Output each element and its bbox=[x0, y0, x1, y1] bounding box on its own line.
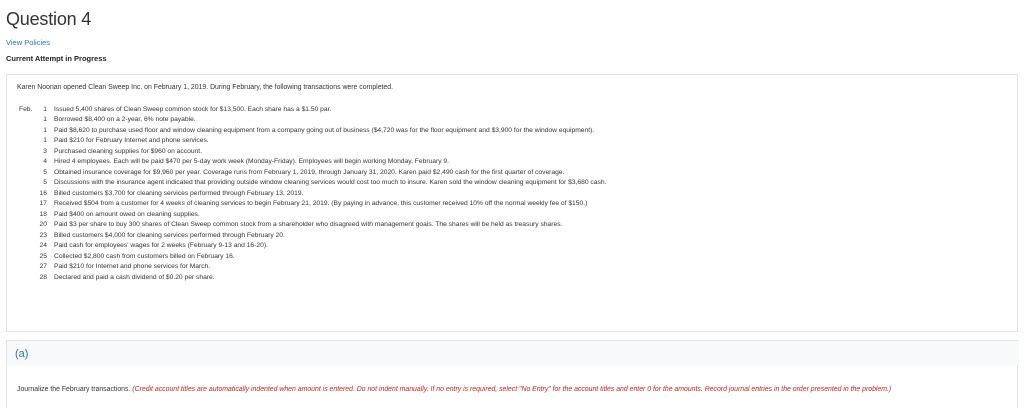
transaction-date bbox=[17, 158, 47, 165]
transaction-date bbox=[17, 232, 47, 239]
transaction-description: Paid $400 on amount owed on cleaning supplies. bbox=[54, 210, 200, 218]
transaction-row bbox=[17, 220, 606, 231]
transaction-date bbox=[17, 253, 47, 260]
transaction-day: 3 bbox=[43, 147, 47, 155]
transaction-row bbox=[17, 146, 606, 157]
question-header bbox=[6, 9, 91, 30]
part-header bbox=[7, 341, 1019, 365]
transaction-row bbox=[17, 188, 606, 199]
transaction-description: Billed customers $3,700 for cleaning services performed through February 13, 2019. bbox=[54, 189, 304, 197]
problem-statement bbox=[6, 74, 1018, 332]
transaction-description: Paid cash for employees' wages for 2 weeks (February 9-13 and 16-20). bbox=[54, 242, 268, 250]
transaction-day: 20 bbox=[39, 221, 47, 229]
transaction-date bbox=[17, 263, 47, 270]
transaction-date bbox=[17, 148, 47, 155]
transaction-row bbox=[17, 230, 606, 241]
part-label: (a) bbox=[15, 348, 29, 360]
transaction-row bbox=[17, 199, 606, 210]
transaction-row bbox=[17, 262, 606, 273]
transaction-row bbox=[17, 178, 606, 189]
transaction-row bbox=[17, 241, 606, 252]
transaction-row bbox=[17, 167, 606, 178]
transaction-row bbox=[17, 125, 606, 136]
transaction-row bbox=[17, 251, 606, 262]
transaction-row bbox=[17, 272, 606, 283]
transaction-day: 24 bbox=[39, 242, 47, 250]
transaction-day: 28 bbox=[39, 273, 47, 281]
transaction-row bbox=[17, 209, 606, 220]
transaction-description: Paid $8,620 to purchase used floor and window cleaning equipment from a company going out of business ($4,720 was for the floor equipment and $3,900 for the window equipment). bbox=[54, 126, 595, 134]
transaction-date bbox=[17, 116, 47, 123]
problem-intro: Karen Noonan opened Clean Sweep Inc. on February 1, 2019. During February, the following transactions were completed. bbox=[17, 84, 394, 91]
transaction-date bbox=[17, 137, 47, 144]
transaction-date bbox=[17, 221, 47, 228]
transaction-description: Paid $210 for February Internet and phone services. bbox=[54, 137, 209, 145]
transaction-date bbox=[17, 127, 47, 134]
transaction-day: 5 bbox=[43, 168, 47, 176]
transaction-day: 25 bbox=[39, 252, 47, 260]
transaction-row bbox=[17, 115, 606, 126]
transaction-date bbox=[17, 200, 47, 207]
transaction-description: Obtained insurance coverage for $9,960 per year. Coverage runs from February 1, 2019, through January 31, 2020. Karen paid $2,490 cash for the first quarter of coverage. bbox=[54, 168, 565, 176]
transaction-description: Paid $3 per share to buy 300 shares of Clean Sweep common stock from a shareholder who disagreed with management goals. The shares will be held as treasury shares. bbox=[54, 221, 563, 229]
transaction-day: 23 bbox=[39, 231, 47, 239]
transaction-description: Discussions with the insurance agent indicated that providing outside window cleaning services would cost too much to insure. Karen sold the window cleaning equipment for $3,680 cash. bbox=[54, 179, 607, 187]
transaction-description: Issued 5,400 shares of Clean Sweep common stock for $13,500. Each share has a $1.50 par. bbox=[54, 105, 332, 113]
transaction-day: 1 bbox=[43, 116, 47, 124]
transaction-day: 1 bbox=[43, 105, 47, 113]
transaction-date bbox=[17, 106, 47, 113]
transaction-row bbox=[17, 157, 606, 168]
transaction-day: 16 bbox=[39, 189, 47, 197]
transaction-row bbox=[17, 104, 606, 115]
transaction-date bbox=[17, 169, 47, 176]
transaction-date bbox=[17, 211, 47, 218]
transaction-day: 1 bbox=[43, 126, 47, 134]
attempt-status: Current Attempt in Progress bbox=[6, 54, 107, 63]
transaction-list bbox=[17, 104, 606, 283]
question-title: Question 4 bbox=[6, 9, 92, 29]
transaction-row bbox=[17, 136, 606, 147]
transaction-description: Paid $210 for Internet and phone services for March. bbox=[54, 263, 211, 271]
transaction-description: Purchased cleaning supplies for $960 on account. bbox=[54, 147, 202, 155]
transaction-description: Received $504 from a customer for 4 weeks of cleaning services to begin February 21, 2019. (By paying in advance, this customer received 10% off the normal weekly fee of $150.) bbox=[54, 200, 588, 208]
transaction-description: Declared and paid a cash dividend of $0.20 per share. bbox=[54, 273, 215, 281]
transaction-day: 27 bbox=[39, 263, 47, 271]
transaction-day: 17 bbox=[39, 200, 47, 208]
transaction-day: 5 bbox=[43, 179, 47, 187]
transaction-date bbox=[17, 179, 47, 186]
transaction-description: Borrowed $8,400 on a 2-year, 6% note payable. bbox=[54, 116, 196, 124]
transaction-month: Feb. bbox=[19, 105, 33, 113]
part-a-section bbox=[6, 340, 1018, 408]
transaction-day: 18 bbox=[39, 210, 47, 218]
transaction-description: Collected $2,800 cash from customers billed on February 16. bbox=[54, 252, 235, 260]
transaction-date bbox=[17, 242, 47, 249]
instruction-text: Journalize the February transactions. bbox=[17, 386, 131, 393]
transaction-date bbox=[17, 274, 47, 281]
transaction-day: 4 bbox=[43, 158, 47, 166]
transaction-day: 1 bbox=[43, 137, 47, 145]
instruction-note: (Credit account titles are automatically indented when amount is entered. Do not indent manually. If no entry is required, select "No Entry" for the account titles and enter 0 for the amounts. Record journal entries in the order presented in the problem.) bbox=[132, 386, 892, 393]
transaction-description: Billed customers $4,000 for cleaning services performed through February 20. bbox=[54, 231, 285, 239]
transaction-description: Hired 4 employees. Each will be paid $470 per 5-day work week (Monday-Friday). Employees will begin working Monday, February 9. bbox=[54, 158, 449, 166]
part-instruction bbox=[17, 386, 891, 393]
transaction-date bbox=[17, 190, 47, 197]
view-policies-link[interactable]: View Policies bbox=[6, 38, 51, 47]
